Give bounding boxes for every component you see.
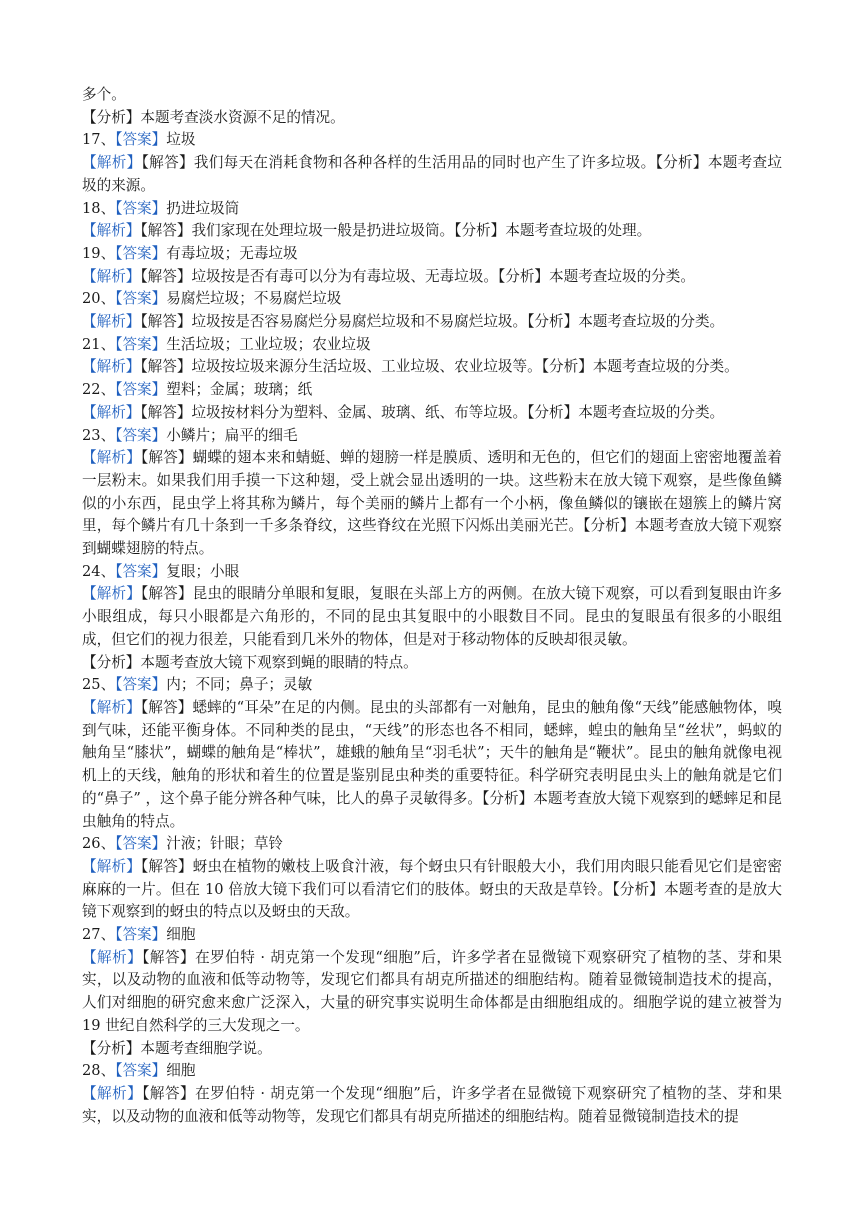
answer-tag: 【答案】 xyxy=(115,1062,167,1080)
question-item xyxy=(82,129,782,197)
explanation-text: 【解答】昆虫的眼睛分单眼和复眼，复眼在头部上方的两侧。在放大镜下观察，可以看到复眼由许多小眼组成，每只小眼都是六角形的，不同的昆虫其复眼中的小眼数目不同。昆虫的复眼虽有很多的小眼组成，但它们的视力很差，只能看到几米外的物体，但是对于移动物体的反映却很灵敏。 xyxy=(82,585,782,648)
explanation-tag: 【解析】 xyxy=(82,403,141,421)
explanation-text: 【解答】在罗伯特 · 胡克第一个发现“细胞”后，许多学者在显微镜下观察研究了植物的茎、芽和果实，以及动物的血液和低等动物等，发现它们都具有胡克所描述的细胞结构。随着显微镜制造技术的提 xyxy=(82,1084,782,1125)
answer-text: 生活垃圾；工业垃圾；农业垃圾 xyxy=(166,335,371,353)
answer-line xyxy=(82,425,782,448)
question-number: 27、 xyxy=(82,926,116,944)
answer-text: 扔进垃圾筒 xyxy=(166,199,240,217)
question-item xyxy=(82,243,782,288)
question-number: 22、 xyxy=(82,381,116,399)
question-item xyxy=(82,674,782,833)
question-number: 21、 xyxy=(82,335,116,353)
question-number: 17、 xyxy=(82,131,116,149)
answer-line xyxy=(82,924,782,947)
answer-tag: 【答案】 xyxy=(115,290,167,308)
answer-tag: 【答案】 xyxy=(115,562,167,580)
answer-text: 复眼；小眼 xyxy=(166,562,240,580)
explanation-text: 【解答】我们每天在消耗食物和各种各样的生活用品的同时也产生了许多垃圾。【分析】本题考查垃圾的来源。 xyxy=(82,154,782,194)
question-item xyxy=(82,425,782,561)
explanation-text: 【解答】蟋蟀的“耳朵”在足的内侧。昆虫的头部都有一对触角，昆虫的触角像“天线”能感触物体，嗅到气味，还能平衡身体。不同种类的昆虫，“天线”的形态也各不相同，蟋蟀，蝗虫的触角呈“丝状”，蚂蚁的触角呈“膝状”，蝴蝶的触角是“棒状”，雄蛾的触角呈“羽毛状”；天牛的触角是“鞭状”。昆虫的触角就像电视机上的天线，触角的形状和着生的位置是鉴别昆虫种类的重要特征。科学研究表明昆虫头上的触角就是它们的“鼻子” ，这个鼻子能分辨各种气味，比人的鼻子灵敏得多。【分析】本题考查放大镜下观察到的蟋蟀足和昆虫触角的特点。 xyxy=(82,698,782,830)
explanation-tag: 【解析】 xyxy=(82,222,141,240)
explanation-tag: 【解析】 xyxy=(82,1084,143,1102)
question-number: 18、 xyxy=(82,199,116,217)
explanation-tag: 【解析】 xyxy=(82,267,141,285)
answer-tag: 【答案】 xyxy=(115,426,167,444)
answer-text: 细胞 xyxy=(166,926,196,944)
question-item xyxy=(82,379,782,424)
explanation-tag: 【解析】 xyxy=(82,358,141,376)
answer-text: 汁液；针眼；草铃 xyxy=(166,835,284,853)
answer-line xyxy=(82,198,782,221)
explanation-tag: 【解析】 xyxy=(82,585,141,603)
question-item xyxy=(82,1060,782,1128)
question-item xyxy=(82,198,782,243)
answer-text: 细胞 xyxy=(166,1062,196,1080)
question-item xyxy=(82,924,782,1060)
answer-text: 有毒垃圾；无毒垃圾 xyxy=(166,244,298,262)
explanation-paragraph xyxy=(82,220,782,243)
explanation-paragraph xyxy=(82,311,782,334)
explanation-paragraph xyxy=(82,266,782,289)
question-number: 24、 xyxy=(82,562,116,580)
explanation-tag: 【解析】 xyxy=(82,449,141,467)
explanation-text: 【解答】蚜虫在植物的嫩枝上吸食汁液，每个蚜虫只有针眼般大小，我们用肉眼只能看见它们是密密麻麻的一片。但在 10 倍放大镜下我们可以看清它们的肢体。蚜虫的天敌是草铃。【分析】本题考查的是放大镜下观察到的蚜虫的特点以及蚜虫的天敌。 xyxy=(82,857,782,921)
explanation-paragraph xyxy=(82,947,782,1038)
explanation-paragraph xyxy=(82,697,782,833)
explanation-text: 【解答】垃圾按是否容易腐烂分易腐烂垃圾和不易腐烂垃圾。【分析】本题考查垃圾的分类。 xyxy=(140,313,725,331)
question-number: 20、 xyxy=(82,290,116,308)
answer-tag: 【答案】 xyxy=(115,926,167,944)
continued-analysis: 【分析】本题考查淡水资源不足的情况。 xyxy=(82,108,345,126)
answer-line xyxy=(82,288,782,311)
document-page xyxy=(82,84,782,1128)
question-number: 19、 xyxy=(82,244,116,262)
answer-tag: 【答案】 xyxy=(115,199,167,217)
answer-tag: 【答案】 xyxy=(115,335,167,353)
answer-text: 小鳞片；扁平的细毛 xyxy=(166,426,298,444)
explanation-paragraph xyxy=(82,1083,782,1128)
answer-tag: 【答案】 xyxy=(115,131,167,149)
question-item xyxy=(82,334,782,379)
answer-list xyxy=(82,129,782,1128)
question-number: 26、 xyxy=(82,835,116,853)
answer-text: 塑料；金属；玻璃；纸 xyxy=(166,381,313,399)
explanation-tag: 【解析】 xyxy=(82,698,141,716)
explanation-text: 【解答】在罗伯特 · 胡克第一个发现“细胞”后，许多学者在显微镜下观察研究了植物的茎、芽和果实，以及动物的血液和低等动物等，发现它们都具有胡克所描述的细胞结构。随着显微镜制造技术的提高，人们对细胞的研究愈来愈广泛深入，大量的研究事实说明生命体都是由细胞组成的。细胞学说的建立被誉为 19 世纪自然科学的三大发现之一。 xyxy=(82,948,782,1034)
answer-tag: 【答案】 xyxy=(115,835,167,853)
answer-line xyxy=(82,674,782,697)
explanation-paragraph xyxy=(82,856,782,924)
answer-line xyxy=(82,833,782,856)
explanation-tag: 【解析】 xyxy=(82,857,141,875)
answer-text: 垃圾 xyxy=(166,131,196,149)
explanation-text: 【解答】垃圾按是否有毒可以分为有毒垃圾、无毒垃圾。【分析】本题考查垃圾的分类。 xyxy=(140,267,695,285)
continued-text: 多个。 xyxy=(82,86,126,103)
analysis-line: 【分析】本题考查细胞学说。 xyxy=(82,1039,272,1057)
question-item xyxy=(82,833,782,924)
question-item xyxy=(82,561,782,675)
question-item xyxy=(82,288,782,333)
question-number: 28、 xyxy=(82,1062,116,1080)
explanation-tag: 【解析】 xyxy=(82,948,143,966)
answer-line xyxy=(82,243,782,266)
explanation-paragraph xyxy=(82,356,782,379)
answer-line xyxy=(82,379,782,402)
explanation-text: 【解答】我们家现在处理垃圾一般是扔进垃圾筒。【分析】本题考查垃圾的处理。 xyxy=(140,222,652,240)
explanation-tag: 【解析】 xyxy=(82,154,142,172)
answer-line xyxy=(82,334,782,357)
answer-line xyxy=(82,129,782,152)
answer-text: 易腐烂垃圾；不易腐烂垃圾 xyxy=(166,290,342,308)
answer-tag: 【答案】 xyxy=(115,244,167,262)
answer-tag: 【答案】 xyxy=(115,381,167,399)
explanation-tag: 【解析】 xyxy=(82,313,141,331)
explanation-paragraph xyxy=(82,583,782,651)
question-number: 25、 xyxy=(82,676,116,694)
answer-line xyxy=(82,561,782,584)
answer-line xyxy=(82,1060,782,1083)
explanation-paragraph xyxy=(82,447,782,561)
explanation-text: 【解答】垃圾按材料分为塑料、金属、玻璃、纸、布等垃圾。【分析】本题考查垃圾的分类。 xyxy=(140,403,725,421)
analysis-line: 【分析】本题考查放大镜下观察到蝇的眼睛的特点。 xyxy=(82,653,418,671)
question-number: 23、 xyxy=(82,426,116,444)
explanation-text: 【解答】垃圾按垃圾来源分生活垃圾、工业垃圾、农业垃圾等。【分析】本题考查垃圾的分类。 xyxy=(140,358,739,376)
explanation-paragraph xyxy=(82,152,782,197)
answer-tag: 【答案】 xyxy=(115,676,167,694)
answer-text: 内；不同；鼻子；灵敏 xyxy=(166,676,313,694)
explanation-text: 【解答】蝴蝶的翅本来和蜻蜓、蝉的翅膀一样是膜质、透明和无色的，但它们的翅面上密密地覆盖着一层粉末。如果我们用手摸一下这种翅，受上就会显出透明的一块。这些粉末在放大镜下观察，是些像鱼鳞似的小东西，昆虫学上将其称为鳞片，每个美丽的鳞片上都有一个小柄，像鱼鳞似的镶嵌在翅簇上的鳞片窝里，每个鳞片有几十条到一千多条脊纹，这些脊纹在光照下闪烁出美丽光芒。【分析】本题考查放大镜下观察到蝴蝶翅膀的特点。 xyxy=(82,449,782,558)
explanation-paragraph xyxy=(82,402,782,425)
